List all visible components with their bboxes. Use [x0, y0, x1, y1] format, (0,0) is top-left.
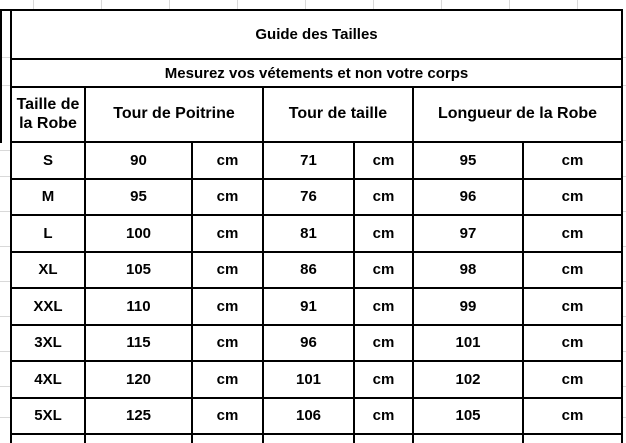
table-row-m — [11, 179, 622, 216]
gridline — [0, 176, 10, 177]
unit-cell: cm — [192, 252, 263, 289]
waist-value-cell: 96 — [263, 325, 354, 362]
waist-value-cell: 106 — [263, 398, 354, 435]
bust-value-cell: 110 — [85, 288, 192, 325]
title-row — [11, 10, 622, 59]
bust-value-cell: 125 — [85, 398, 192, 435]
table-row-xl — [11, 252, 622, 289]
waist-value-cell: 91 — [263, 288, 354, 325]
waist-value-cell: 71 — [263, 142, 354, 179]
bust-value-cell: 100 — [85, 215, 192, 252]
gridline — [0, 150, 10, 151]
unit-cell: cm — [354, 325, 413, 362]
unit-cell: cm — [192, 398, 263, 435]
header-size: Taille de la Robe — [11, 87, 85, 142]
left-edge-border — [0, 9, 2, 143]
table-row-xxl — [11, 288, 622, 325]
unit-cell: cm — [192, 325, 263, 362]
gridline — [0, 211, 10, 212]
unit-cell: cm — [523, 288, 622, 325]
header-row — [11, 87, 622, 142]
size-cell: L — [11, 215, 85, 252]
length-value-cell: 97 — [413, 215, 523, 252]
length-value-cell: 105 — [413, 398, 523, 435]
waist-value-cell: 81 — [263, 215, 354, 252]
length-value-cell: 102 — [413, 361, 523, 398]
table-row-l — [11, 215, 622, 252]
page-subtitle: Mesurez vos vétements et non votre corps — [11, 59, 622, 87]
unit-cell: cm — [192, 215, 263, 252]
table-row-3xl — [11, 325, 622, 362]
table-row-s — [11, 142, 622, 179]
gridline — [0, 281, 10, 282]
waist-value-cell: 86 — [263, 252, 354, 289]
unit-cell: cm — [192, 142, 263, 179]
size-cell: 4XL — [11, 361, 85, 398]
unit-cell: cm — [354, 288, 413, 325]
length-value-cell: 101 — [413, 325, 523, 362]
bust-value-cell: 120 — [85, 361, 192, 398]
clipped-bottom-row — [11, 434, 622, 443]
gridline — [0, 316, 10, 317]
unit-cell: cm — [192, 179, 263, 216]
unit-cell: cm — [523, 179, 622, 216]
gridline — [0, 351, 10, 352]
unit-cell: cm — [523, 325, 622, 362]
size-cell: XL — [11, 252, 85, 289]
gridline — [0, 386, 10, 387]
size-cell: 3XL — [11, 325, 85, 362]
length-value-cell: 98 — [413, 252, 523, 289]
length-value-cell: 96 — [413, 179, 523, 216]
bust-value-cell: 90 — [85, 142, 192, 179]
size-cell: XXL — [11, 288, 85, 325]
unit-cell: cm — [523, 398, 622, 435]
spreadsheet-column-gridlines — [0, 0, 626, 9]
size-guide-table — [10, 9, 623, 443]
unit-cell: cm — [354, 252, 413, 289]
waist-value-cell: 76 — [263, 179, 354, 216]
gridline — [0, 417, 10, 418]
length-value-cell: 95 — [413, 142, 523, 179]
unit-cell: cm — [523, 215, 622, 252]
unit-cell: cm — [354, 361, 413, 398]
header-bust: Tour de Poitrine — [85, 87, 263, 142]
unit-cell: cm — [192, 288, 263, 325]
size-cell: S — [11, 142, 85, 179]
unit-cell: cm — [192, 361, 263, 398]
unit-cell: cm — [354, 215, 413, 252]
bust-value-cell: 95 — [85, 179, 192, 216]
subtitle-row — [11, 59, 622, 87]
unit-cell: cm — [354, 142, 413, 179]
unit-cell: cm — [523, 361, 622, 398]
unit-cell: cm — [523, 252, 622, 289]
size-cell: M — [11, 179, 85, 216]
bust-value-cell: 105 — [85, 252, 192, 289]
header-waist: Tour de taille — [263, 87, 413, 142]
unit-cell: cm — [354, 398, 413, 435]
page-title: Guide des Tailles — [11, 10, 622, 59]
size-cell: 5XL — [11, 398, 85, 435]
table-row-4xl — [11, 361, 622, 398]
gridline — [0, 246, 10, 247]
waist-value-cell: 101 — [263, 361, 354, 398]
unit-cell: cm — [354, 179, 413, 216]
bust-value-cell: 115 — [85, 325, 192, 362]
header-length: Longueur de la Robe — [413, 87, 622, 142]
length-value-cell: 99 — [413, 288, 523, 325]
table-row-5xl — [11, 398, 622, 435]
unit-cell: cm — [523, 142, 622, 179]
